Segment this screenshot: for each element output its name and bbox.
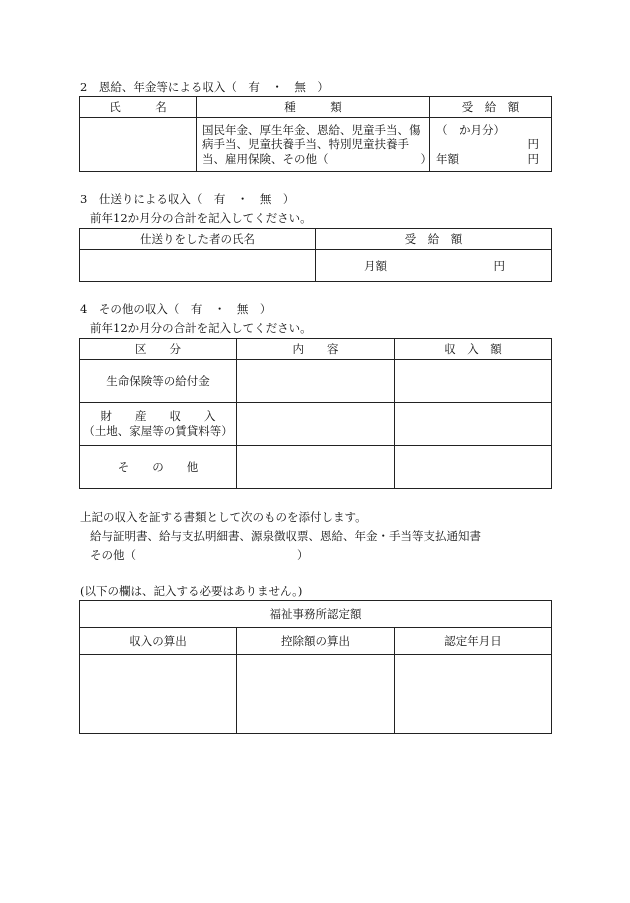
pension-types-line: 病手当、児童扶養手当、特別児童扶養手 [202, 137, 409, 152]
attachments-intro: 上記の収入を証する書類として次のものを添付します。 [80, 510, 367, 524]
header-deduction-calc: 控除額の算出 [237, 628, 395, 655]
pension-types-line: 国民年金、厚生年金、恩給、児童手当、傷 [202, 122, 421, 137]
months-label: （ か月分） [436, 122, 505, 137]
approval-date-cell [395, 655, 552, 734]
income-amount-cell[interactable] [395, 360, 552, 403]
attachments-list: 給与証明書、給与支払明細書、源泉徴収票、恩給、年金・手当等支払通知書 [90, 529, 481, 543]
monthly-label: 月額 [364, 258, 387, 273]
annual-label: 年額 [436, 151, 459, 166]
category-life-insurance: 生命保険等の給付金 [80, 360, 237, 403]
allowance-income-table [79, 228, 552, 282]
section3-title: 3 仕送りによる収入（ 有 ・ 無 ） [80, 192, 295, 206]
income-amount-cell[interactable] [395, 403, 552, 446]
category-label: 財 産 収 入 [100, 409, 216, 423]
pension-types-line: 当、雇用保険、その他（ ） [202, 151, 432, 166]
yen-label: 円 [527, 151, 539, 166]
header-approval-date: 認定年月日 [395, 628, 552, 655]
sender-name-cell[interactable] [80, 250, 316, 282]
other-income-table [79, 338, 552, 489]
header-name: 氏 名 [80, 97, 197, 118]
attachments-other: その他（ ） [90, 548, 309, 562]
income-calc-cell [80, 655, 237, 734]
header-amount: 受 給 額 [430, 97, 552, 118]
content-cell[interactable] [237, 403, 395, 446]
office-use-note: (以下の欄は、記入する必要はありません。) [80, 584, 303, 598]
category-other: そ の 他 [80, 446, 237, 489]
office-assessment-table [79, 600, 552, 734]
content-cell[interactable] [237, 360, 395, 403]
header-sender-name: 仕送りをした者の氏名 [80, 229, 316, 250]
yen-label: 円 [527, 137, 539, 152]
header-content: 内 容 [237, 339, 395, 360]
pension-types-cell [197, 118, 430, 172]
pension-income-table [79, 96, 552, 172]
category-sublabel: （土地、家屋等の賃貸料等） [83, 424, 233, 438]
pension-amount-cell[interactable] [430, 118, 552, 172]
content-cell[interactable] [237, 446, 395, 489]
allowance-amount-cell[interactable] [316, 250, 552, 282]
section3-note: 前年12か月分の合計を記入してください。 [90, 211, 312, 225]
header-income-amount: 収 入 額 [395, 339, 552, 360]
category-property-income [80, 403, 237, 446]
section4-note: 前年12か月分の合計を記入してください。 [90, 321, 312, 335]
income-amount-cell[interactable] [395, 446, 552, 489]
office-assessment-title: 福祉事務所認定額 [80, 601, 552, 628]
yen-label: 円 [493, 258, 505, 273]
header-category: 区 分 [80, 339, 237, 360]
section2-title: 2 恩給、年金等による収入（ 有 ・ 無 ） [80, 80, 329, 94]
deduction-calc-cell [237, 655, 395, 734]
recipient-name-cell[interactable] [80, 118, 197, 172]
section4-title: 4 その他の収入（ 有 ・ 無 ） [80, 302, 272, 316]
header-amount: 受 給 額 [316, 229, 552, 250]
header-type: 種 類 [197, 97, 430, 118]
header-income-calc: 収入の算出 [80, 628, 237, 655]
